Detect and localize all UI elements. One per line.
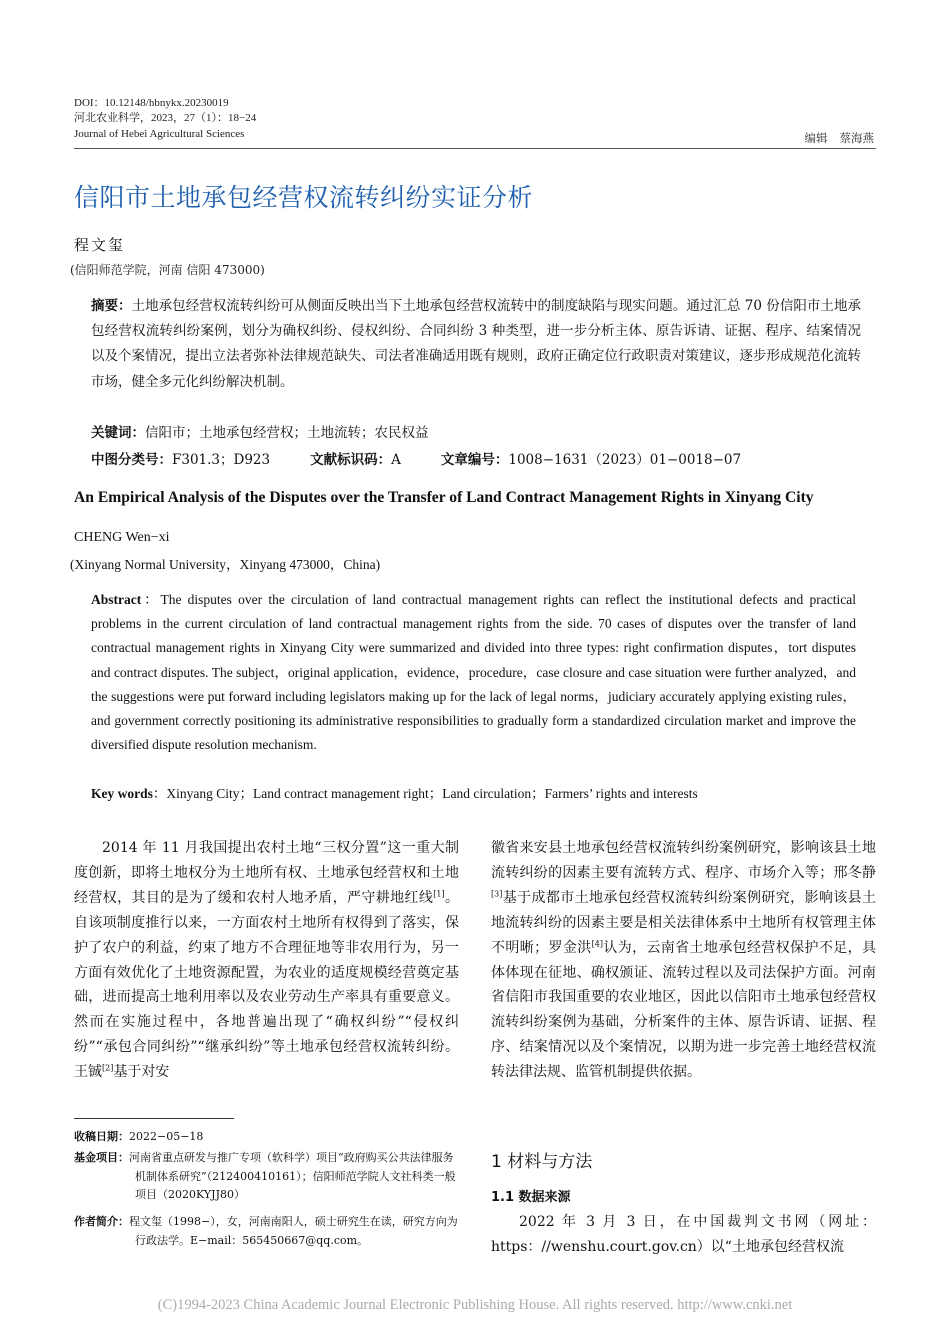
- intro-continued-paragraph: [491, 836, 876, 1085]
- right-text-2: 基于成都市土地承包经营权流转纠纷案例研究，影响该县土地流转纠纷的因素主要是相关法律体系中土地所有权管理主体不明晰；罗金洪: [491, 889, 876, 956]
- received-date: 2022−05−18: [129, 1130, 204, 1143]
- footnote-received: [74, 1128, 464, 1147]
- data-source-paragraph-container: [491, 1210, 876, 1260]
- section-heading-1-1: 1.1 数据来源: [491, 1190, 571, 1205]
- header-rule: [74, 148, 876, 149]
- citation-2: [2]: [102, 1063, 114, 1073]
- abstract-cn-text: 土地承包经营权流转纠纷可从侧面反映出当下土地承包经营权流转中的制度缺陷与现实问题。通过汇总 70 份信阳市土地承包经营权流转纠纷案例，划分为确权纠纷、侵权纠纷、合同纠纷 3 种类型，进一步分析主体、原告诉请、证据、程序、结案情况以及个案情况，提出立法者弥补法律规范缺失、司法者准确适用既有规则，政府正确定位行政职责对策建议，逐步形成规范化流转市场，健全多元化纠纷解决机制。: [91, 298, 861, 390]
- article-number-value: 1008−1631（2023）01−0018−07: [508, 452, 742, 468]
- citation-4: [4]: [591, 938, 603, 948]
- data-source-paragraph: 2022 年 3 月 3 日，在中国裁判文书网（网址：https：//wenshu.court.gov.cn）以“土地承包经营权流: [491, 1214, 876, 1255]
- intro-paragraph: [74, 836, 459, 1085]
- intro-text-1: 2014 年 11 月我国提出农村土地“三权分置”这一重大制度创新，即将土地权分为土地所有权、土地承包经营权和土地经营权，其目的是为了缓和农村人地矛盾，严守耕地红线: [74, 840, 459, 906]
- journal-name-en: Journal of Hebei Agricultural Sciences: [74, 128, 245, 140]
- section-heading-1: 1 材料与方法: [491, 1152, 593, 1172]
- keywords-cn-label: 关键词：: [91, 425, 145, 441]
- keywords-en-text: ：Xinyang City；Land contract management right；Land circulation；Farmers’ rights and interests: [152, 786, 698, 801]
- copyright-footer: (C)1994-2023 China Academic Journal Electronic Publishing House. All rights reserved. http://www.cnki.net: [157, 1297, 793, 1313]
- author-bio-label: 作者简介：: [74, 1215, 129, 1228]
- keywords-en: [91, 782, 698, 802]
- keywords-cn: [91, 421, 429, 441]
- fund-label: 基金项目：: [74, 1151, 129, 1164]
- citation-3: [3]: [491, 889, 503, 899]
- journal-citation-cn: 河北农业科学，2023，27（1）：18−24: [74, 112, 257, 124]
- author-cn: 程文玺: [74, 236, 126, 254]
- keywords-cn-text: 信阳市；土地承包经营权；土地流转；农民权益: [145, 425, 429, 441]
- fund-text: 河南省重点研发与推广专项（软科学）项目“政府购买公共法律服务机制体系研究”（212400410161）；信阳师范学院人文社科类一般项目（2020KYJJ80）: [129, 1151, 456, 1201]
- received-label: 收稿日期：: [74, 1130, 129, 1143]
- clc-value: F301.3；D923: [172, 452, 271, 468]
- abstract-cn-label: 摘要：: [91, 298, 132, 314]
- citation-1: [1]: [433, 889, 445, 899]
- author-bio-text: 程文玺（1998−），女，河南南阳人，硕士研究生在读，研究方向为行政法学。E−mail：565450667@qq.com。: [129, 1215, 458, 1247]
- doc-code-label: 文献标识码：: [310, 452, 392, 468]
- right-text-1: 徽省来安县土地承包经营权流转纠纷案例研究，影响该县土地流转纠纷的因素主要有流转方式、程序、市场介入等；邢冬静: [491, 840, 876, 881]
- abstract-cn: [91, 294, 861, 395]
- abstract-en-text: ：The disputes over the circulation of land contractual management rights can reflect the institutional defects and practical problems in the current circulation of land contractual management rights from the side. 70 cases of disputes over the transfer of land contractual management rights in Xinyang City were summarized and divided into three types: right confirmation disputes，tort disputes and contract disputes. The subject，original application，evidence，procedure，case closure and case situation were further analyzed，and the suggestions were put forward including legislators making up for the lack of legal norms，judiciary accurately applying existing rules，and government correctly positioning its administrative responsibilities to gradually form a standardized circulation market and improve the diversified dispute resolution mechanism.: [91, 592, 856, 753]
- classification-line: [91, 448, 741, 468]
- author-en: CHENG Wen−xi: [74, 530, 170, 545]
- intro-text-3: 基于对安: [113, 1064, 170, 1081]
- affiliation-cn: (信阳师范学院，河南 信阳 473000): [70, 263, 265, 277]
- intro-text-2: 。自该项制度推行以来，一方面农村土地所有权得到了落实，保护了农户的利益，约束了地方不合理征地等非农用行为，另一方面有效优化了土地资源配置，为农业的适度规模经营奠定基础，进而提高土地利用率以及农业劳动生产率具有重要意义。然而在实施过程中，各地普遍出现了“确权纠纷”“侵权纠纷”“承包合同纠纷”“继承纠纷”等土地承包经营权流转纠纷。王铖: [74, 889, 460, 1081]
- editor-credit: [805, 130, 875, 146]
- abstract-en-label: Abstract: [91, 592, 142, 607]
- body-column-left: [74, 836, 459, 1085]
- affiliation-en: (Xinyang Normal University，Xinyang 473000，China): [70, 557, 381, 572]
- article-number-label: 文章编号：: [440, 452, 509, 468]
- article-title-cn: 信阳市土地承包经营权流转纠纷实证分析: [74, 183, 534, 212]
- right-text-3: 认为，云南省土地承包经营权保护不足，具体体现在征地、确权颁证、流转过程以及司法保护方面。河南省信阳市我国重要的农业地区，因此以信阳市土地承包经营权流转纠纷案例为基础，分析案件的主体、原告诉请、证据、程序、结案情况以及个案情况，以期为进一步完善土地经营权流转法律法规、监管机制提供依据。: [491, 939, 877, 1081]
- body-column-right: [491, 836, 876, 1085]
- keywords-en-label: Key words: [91, 786, 153, 801]
- doi: DOI：10.12148/hbnykx.20230019: [74, 97, 229, 109]
- editor-name: 蔡海燕: [839, 131, 874, 145]
- article-title-en: An Empirical Analysis of the Disputes over the Transfer of Land Contract Management Rights in Xinyang City: [74, 489, 814, 506]
- footnote-fund: [74, 1149, 464, 1205]
- doc-code-value: A: [391, 452, 401, 468]
- editor-label: 编辑: [804, 131, 828, 145]
- abstract-en: [91, 588, 856, 757]
- footnote-rule: [74, 1118, 234, 1119]
- clc-label: 中图分类号：: [91, 452, 172, 468]
- footnote-author: [74, 1213, 464, 1250]
